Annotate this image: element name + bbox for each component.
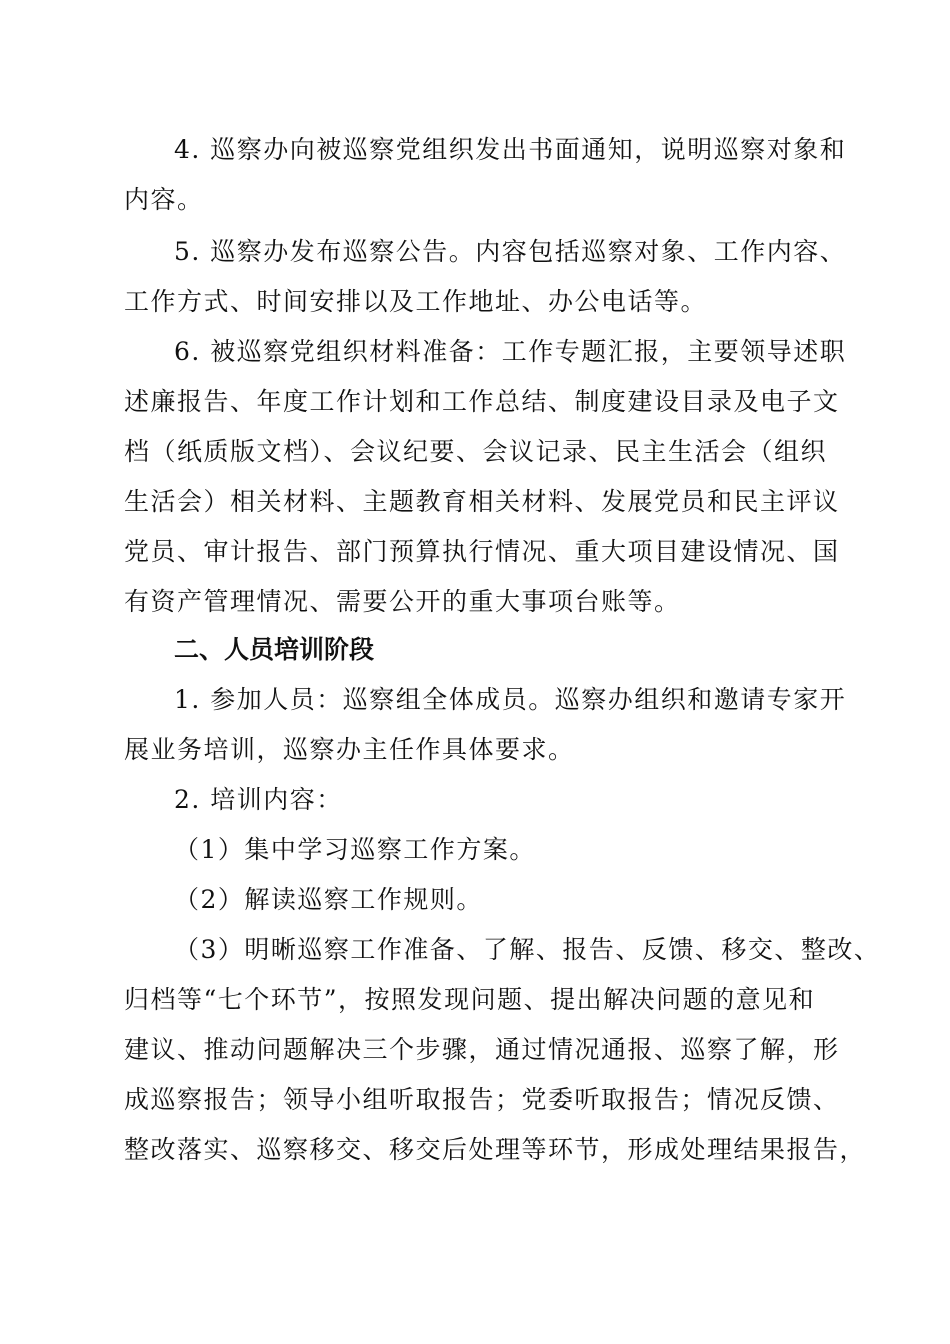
- training2-sub3-line1: （3）明晰巡察工作准备、了解、报告、反馈、移交、整改、: [174, 935, 881, 964]
- training2-line1: 2. 培训内容：: [174, 785, 343, 814]
- item6-line4: 生活会）相关材料、主题教育相关材料、发展党员和民主评议: [124, 487, 840, 516]
- training2-sub3-line5: 整改落实、巡察移交、移交后处理等环节，形成处理结果报告，: [124, 1135, 867, 1164]
- training2-sub3-line2: 归档等“七个环节”，按照发现问题、提出解决问题的意见和: [124, 985, 816, 1014]
- item6-line1: 6. 被巡察党组织材料准备：工作专题汇报，主要领导述职: [174, 337, 847, 366]
- item5-line2: 工作方式、时间安排以及工作地址、办公电话等。: [124, 287, 708, 316]
- item6-line5: 党员、审计报告、部门预算执行情况、重大项目建设情况、国: [124, 537, 840, 566]
- item4-line1: 4. 巡察办向被巡察党组织发出书面通知，说明巡察对象和: [174, 135, 847, 164]
- training1-line2: 展业务培训，巡察办主任作具体要求。: [124, 735, 575, 764]
- section2-heading: 二、人员培训阶段: [174, 635, 375, 664]
- item6-line2: 述廉报告、年度工作计划和工作总结、制度建设目录及电子文: [124, 387, 840, 416]
- training2-sub1: （1）集中学习巡察工作方案。: [174, 835, 536, 864]
- item6-line6: 有资产管理情况、需要公开的重大事项台账等。: [124, 587, 681, 616]
- training2-sub3-line4: 成巡察报告；领导小组听取报告；党委听取报告；情况反馈、: [124, 1085, 840, 1114]
- training2-sub3-line3: 建议、推动问题解决三个步骤，通过情况通报、巡察了解，形: [124, 1035, 840, 1064]
- training1-line1: 1. 参加人员：巡察组全体成员。巡察办组织和邀请专家开: [174, 685, 847, 714]
- item4-line2: 内容。: [124, 185, 204, 214]
- training2-sub2: （2）解读巡察工作规则。: [174, 885, 483, 914]
- item6-line3: 档（纸质版文档）、会议纪要、会议记录、民主生活会（组织: [124, 437, 828, 466]
- item5-line1: 5. 巡察办发布巡察公告。内容包括巡察对象、工作内容、: [174, 237, 847, 266]
